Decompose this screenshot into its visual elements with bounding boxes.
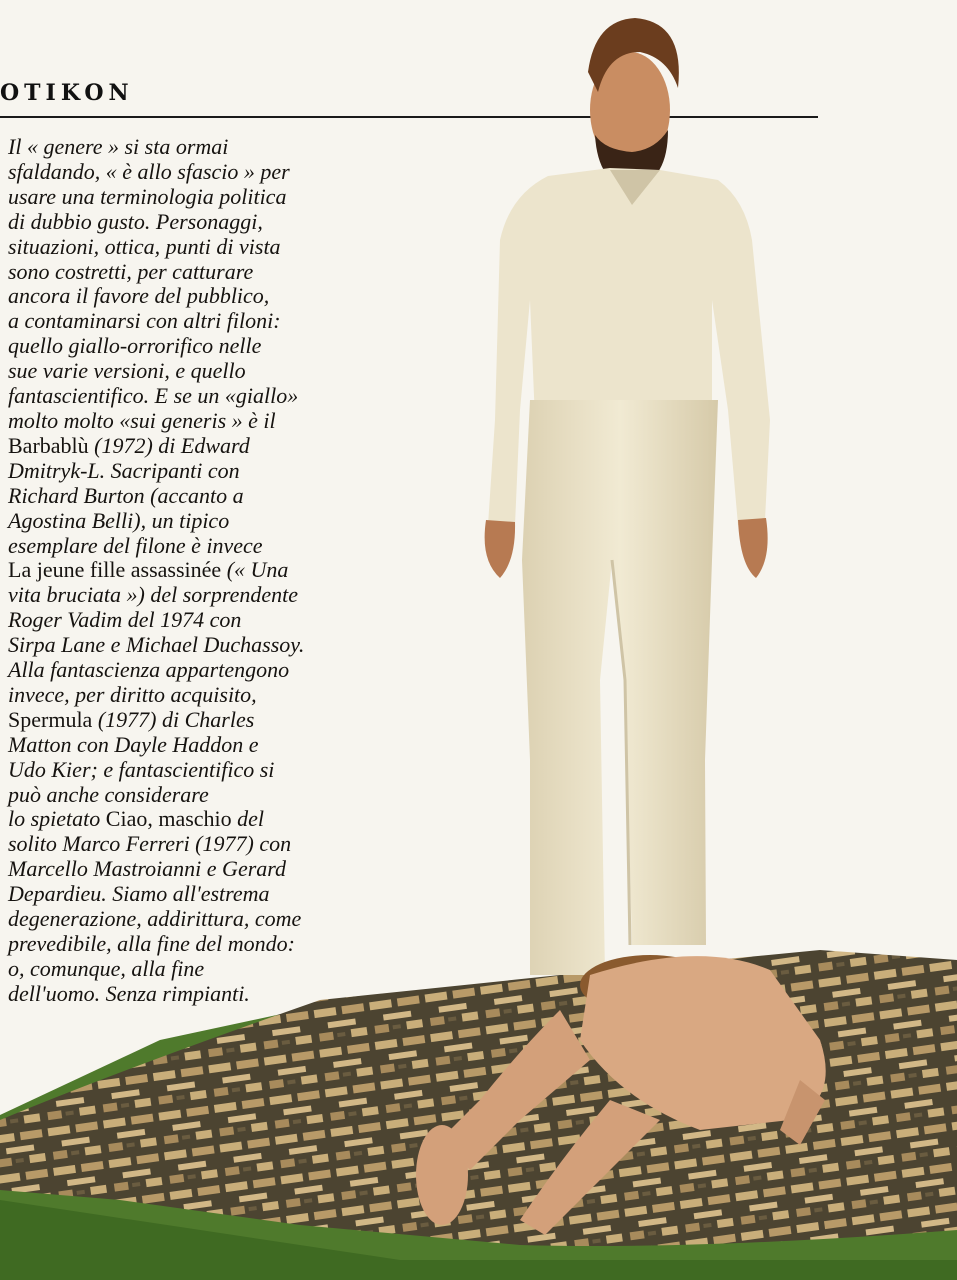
article-text-segment: Sirpa Lane e Michael Duchassoy.	[8, 632, 305, 658]
film-title: Spermula	[8, 706, 93, 732]
article-text-segment: o, comunque, alla fine	[8, 955, 205, 981]
article-text-segment: Udo Kier; e fantascientifico si	[8, 756, 275, 782]
man-trousers	[522, 400, 718, 975]
article-text-segment: Agostina Belli), un tipico	[8, 507, 230, 533]
film-title: Barbablù	[8, 432, 89, 458]
section-title: OTIKON	[0, 80, 134, 106]
article-text-segment: può anche considerare	[8, 781, 209, 807]
article-text-segment: esemplare del filone è invece	[8, 532, 263, 558]
article-text-segment: sono costretti, per catturare	[8, 258, 254, 284]
article-text-segment: (1977) di Charles	[92, 706, 255, 732]
article-text-segment: di dubbio gusto. Personaggi,	[8, 208, 263, 234]
article-text-segment: invece, per diritto acquisito,	[8, 681, 257, 707]
article-text-segment: prevedibile, alla fine del mondo:	[8, 931, 295, 956]
article-text-segment: sfaldando, « è allo sfascio » per	[8, 158, 290, 184]
article-text-segment: dell'uomo. Senza rimpianti.	[8, 980, 250, 1006]
article-text-segment: (1972) di Edward	[88, 432, 250, 458]
article-text-segment: Dmitryk-L. Sacripanti con	[8, 457, 240, 483]
article-text-segment: Roger Vadim del 1974 con	[8, 607, 242, 633]
article-text-segment: del	[231, 806, 265, 832]
article-text-segment: Alla fantascienza appartengono	[8, 657, 290, 683]
article-text-segment: Marcello Mastroianni e Gerard	[8, 856, 287, 882]
article-text-segment: usare una terminologia politica	[8, 183, 287, 209]
article-text-segment: Richard Burton (accanto a	[8, 482, 244, 508]
film-title: Ciao, maschio	[105, 806, 232, 832]
film-title: La jeune fille assassinée	[8, 557, 222, 583]
article-text-segment: fantascientifico. E se un «giallo»	[8, 383, 299, 409]
article-text-segment: situazioni, ottica, punti di vista	[8, 233, 281, 259]
article-text-segment: (« Una	[221, 557, 289, 583]
article-text-segment: degenerazione, addirittura, come	[8, 906, 302, 932]
article-text-segment: vita bruciata ») del sorprendente	[8, 582, 299, 608]
article-text-segment: quello giallo-orrorifico nelle	[8, 333, 262, 359]
article-text-segment: Matton con Dayle Haddon e	[8, 731, 259, 757]
article-text-segment: solito Marco Ferreri (1977) con	[8, 831, 292, 857]
article-text-segment: lo spietato	[8, 806, 106, 832]
article-text-segment: sue varie versioni, e quello	[8, 358, 246, 384]
article-text-segment: a contaminarsi con altri filoni:	[8, 308, 281, 334]
article-text-segment: Depardieu. Siamo all'estrema	[8, 881, 270, 907]
article-text-segment: ancora il favore del pubblico,	[8, 283, 270, 309]
article-text-segment: Il « genere » si sta ormai	[8, 134, 229, 159]
article-text-segment: molto molto «sui generis » è il	[8, 407, 276, 433]
